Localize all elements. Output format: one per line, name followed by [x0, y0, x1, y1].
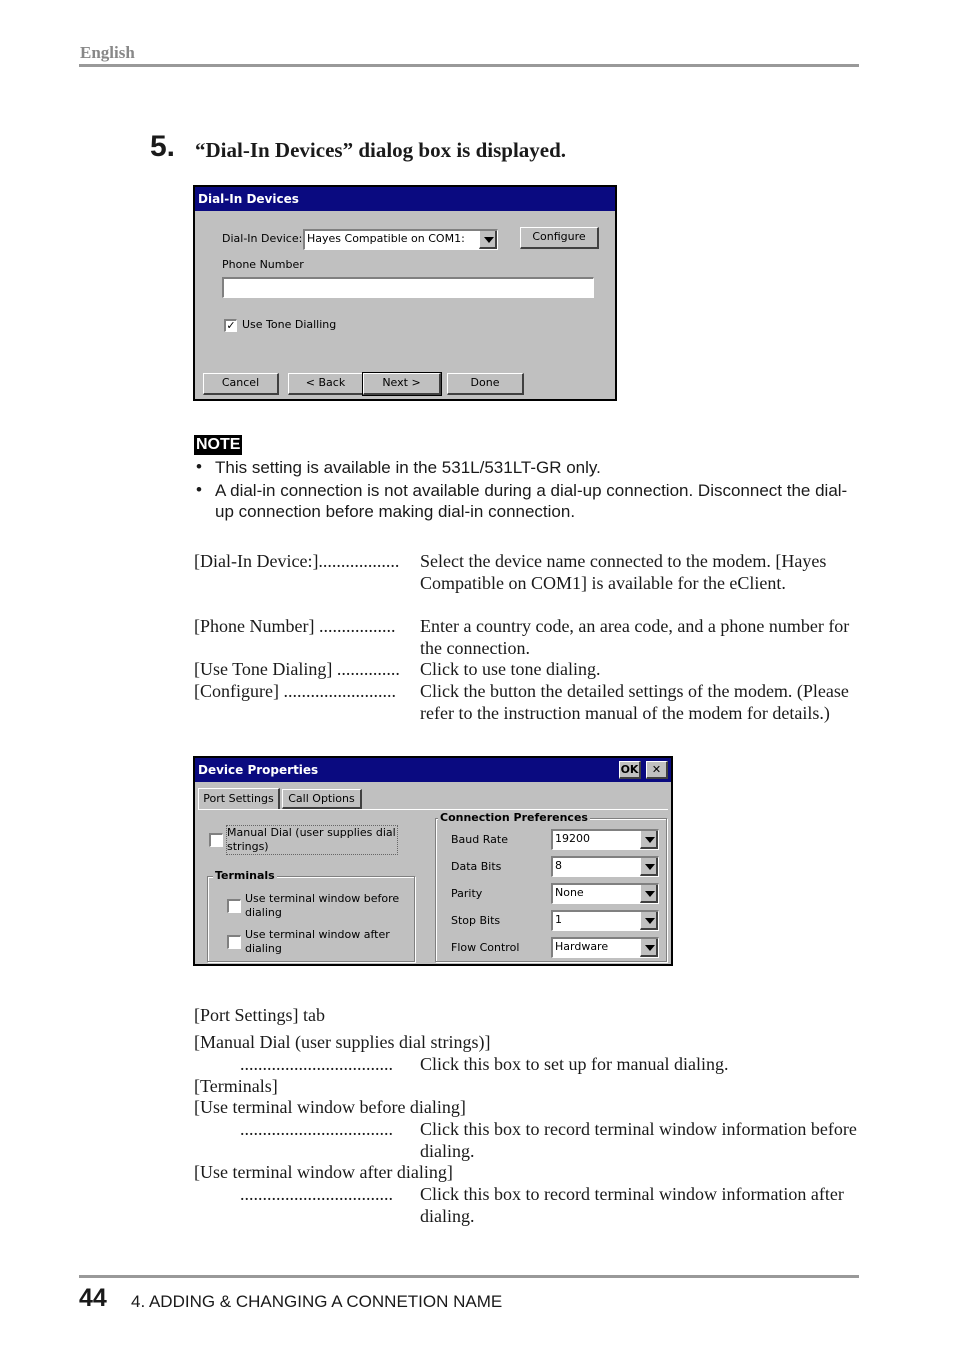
baud-rate-dropdown[interactable]	[551, 829, 659, 850]
dial-in-devices-dialog	[193, 185, 617, 401]
manual-dial-label: Manual Dial (user supplies dial strings)	[226, 825, 398, 855]
definition-term: [Use Tone Dialing] ..............	[194, 659, 400, 679]
parity-label: Parity	[451, 887, 483, 900]
chevron-down-icon[interactable]	[479, 231, 497, 249]
terminal-before-label: Use terminal window before dialing	[245, 892, 400, 919]
footer-section-title: 4. ADDING & CHANGING A CONNETION NAME	[131, 1292, 503, 1311]
manual-dial-desc: Click this box to set up for manual dialing.	[420, 1054, 729, 1074]
terminal-before-checkbox[interactable]	[227, 899, 241, 913]
flow-control-label: Flow Control	[451, 941, 520, 954]
dial-in-device-dropdown[interactable]	[303, 229, 498, 250]
terminal-after-term: [Use terminal window after dialing]	[194, 1162, 453, 1182]
flow-control-dropdown[interactable]	[551, 937, 659, 958]
bullet-icon: •	[196, 480, 202, 499]
stop-bits-dropdown[interactable]	[551, 910, 659, 931]
footer-rule	[79, 1275, 859, 1278]
stop-bits-value: 1	[555, 913, 562, 926]
chevron-down-icon[interactable]	[640, 831, 658, 849]
manual-dial-checkbox[interactable]	[209, 833, 223, 847]
definition-desc: Select the device name connected to the modem. [Hayes Compatible on COM1] is available for the eClient.	[420, 551, 827, 593]
tone-dialling-checkbox[interactable]: ✓	[224, 319, 237, 332]
data-bits-value: 8	[555, 859, 562, 872]
dialog-title: Device Properties	[195, 758, 671, 782]
definition-desc: Enter a country code, an area code, and a phone number for the connection.	[420, 616, 850, 658]
parity-value: None	[555, 886, 584, 899]
phone-number-input[interactable]	[222, 277, 594, 298]
definition-term: [Dial-In Device:]..................	[194, 551, 400, 571]
device-properties-dialog	[193, 756, 673, 966]
data-bits-dropdown[interactable]	[551, 856, 659, 877]
tone-dialling-label: Use Tone Dialling	[242, 318, 337, 331]
terminals-group-title: Terminals	[215, 869, 275, 882]
definition-term: [Phone Number] .................	[194, 616, 396, 636]
baud-rate-label: Baud Rate	[451, 833, 508, 846]
next-button[interactable]: Next >	[363, 373, 441, 395]
baud-rate-value: 19200	[555, 832, 590, 845]
step-number: 5.	[150, 130, 176, 163]
dialog-title: Dial-In Devices	[195, 187, 615, 211]
tab-call-options[interactable]: Call Options	[282, 789, 362, 809]
header-language: English	[80, 43, 135, 62]
data-bits-label: Data Bits	[451, 860, 502, 873]
ok-button[interactable]: OK	[619, 761, 641, 779]
terminal-after-label: Use terminal window after dialing	[245, 928, 390, 955]
terminals-term: [Terminals]	[194, 1076, 278, 1096]
terminal-after-desc: Click this box to record terminal window information after dialing.	[420, 1184, 844, 1226]
chevron-down-icon[interactable]	[640, 912, 658, 930]
step-text: “Dial-In Devices” dialog box is displayed.	[195, 138, 567, 162]
chevron-down-icon[interactable]	[640, 858, 658, 876]
terminal-before-desc: Click this box to record terminal window information before dialing.	[420, 1119, 857, 1161]
done-button[interactable]: Done	[447, 373, 524, 395]
flow-control-value: Hardware	[555, 940, 609, 953]
page-number: 44	[79, 1284, 107, 1312]
terminal-after-leader: ..................................	[240, 1184, 393, 1204]
tab-port-settings[interactable]: Port Settings	[198, 788, 280, 810]
manual-dial-leader: ..................................	[240, 1054, 393, 1074]
manual-dial-term: [Manual Dial (user supplies dial strings)]	[194, 1032, 491, 1052]
chevron-down-icon[interactable]	[640, 885, 658, 903]
chevron-down-icon[interactable]	[640, 939, 658, 957]
definition-desc: Click the button the detailed settings of the modem. (Please refer to the instruction manual of the modem for details.)	[420, 681, 849, 723]
dial-in-device-value: Hayes Compatible on COM1:	[307, 232, 465, 245]
close-icon[interactable]: ✕	[646, 761, 668, 779]
definition-desc: Click to use tone dialing.	[420, 659, 601, 679]
note-item: This setting is available in the 531L/531LT-GR only.	[215, 458, 601, 477]
configure-button[interactable]: Configure	[520, 227, 599, 249]
note-badge: NOTE	[196, 436, 241, 453]
terminal-before-leader: ..................................	[240, 1119, 393, 1139]
parity-dropdown[interactable]	[551, 883, 659, 904]
phone-number-label: Phone Number	[222, 258, 304, 271]
header-rule	[79, 64, 859, 67]
bullet-icon: •	[196, 457, 202, 476]
stop-bits-label: Stop Bits	[451, 914, 501, 927]
cancel-button[interactable]: Cancel	[203, 373, 279, 395]
tab-panel-border	[198, 809, 668, 810]
dial-in-device-label: Dial-In Device:	[222, 232, 303, 245]
note-item: A dial-in connection is not available during a dial-up connection. Disconnect the dial-up connection before making dial-in connection.	[215, 481, 848, 521]
terminal-after-checkbox[interactable]	[227, 935, 241, 949]
terminal-before-term: [Use terminal window before dialing]	[194, 1097, 466, 1117]
port-settings-heading: [Port Settings] tab	[194, 1005, 325, 1025]
connection-preferences-title: Connection Preferences	[440, 811, 588, 824]
back-button[interactable]: < Back	[288, 373, 364, 395]
definition-term: [Configure] .........................	[194, 681, 396, 701]
